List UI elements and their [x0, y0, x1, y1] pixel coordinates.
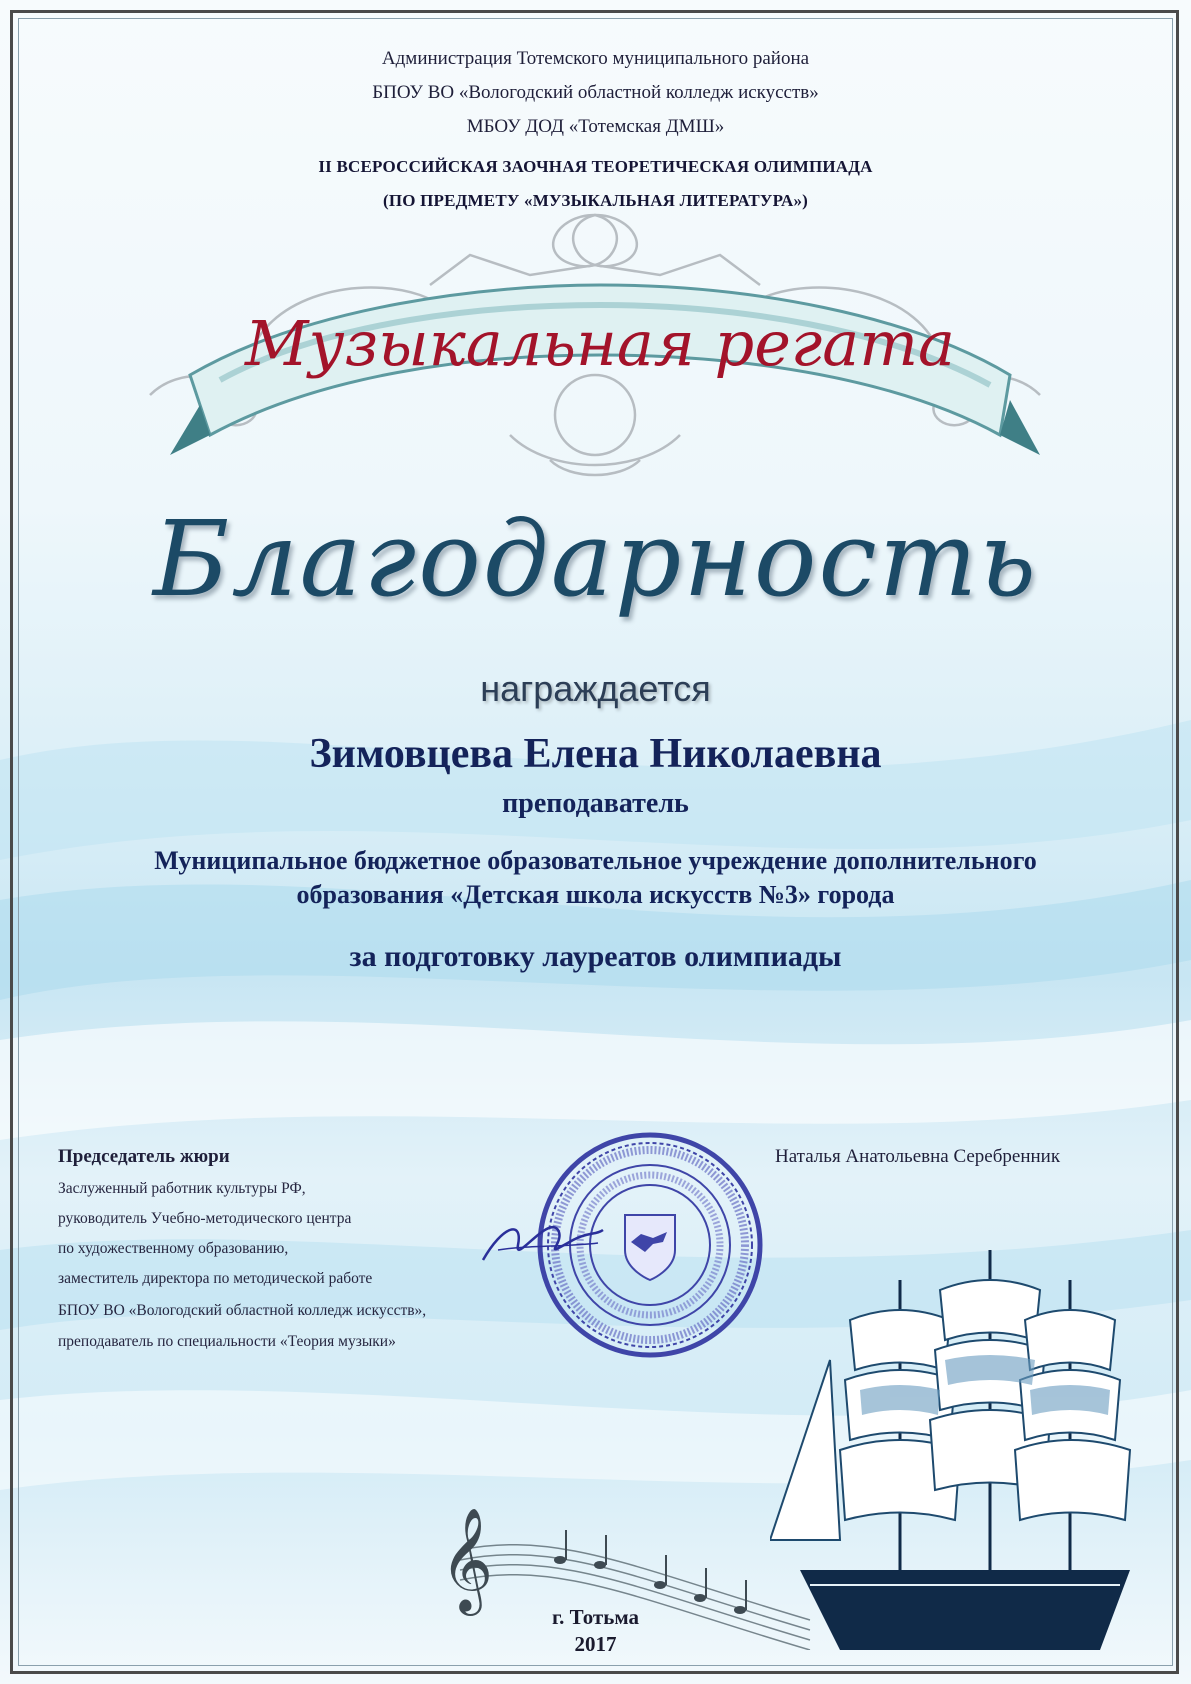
city: г. Тотьма [551, 1605, 640, 1629]
jury-line: заместитель директора по методической работе [58, 1270, 373, 1287]
header-college: БПОУ ВО «Вологодский областной колледж искусств» [372, 82, 819, 103]
recipient-name: Зимовцева Елена Николаевна [309, 731, 882, 777]
signer-name: Наталья Анатольевна Серебренник [775, 1146, 1061, 1167]
year: 2017 [574, 1632, 617, 1656]
header-subject: (ПО ПРЕДМЕТУ «МУЗЫКАЛЬНАЯ ЛИТЕРАТУРА») [382, 191, 809, 210]
jury-line: преподаватель по специальности «Теория музыки» [58, 1333, 396, 1350]
jury-line: по художественному образованию, [58, 1240, 289, 1257]
header-administration: Администрация Тотемского муниципального района [381, 48, 810, 69]
recipient-position: преподаватель [502, 788, 689, 819]
institution-line-1: Муниципальное бюджетное образовательное учреждение дополнительного [154, 846, 1037, 875]
jury-line: Заслуженный работник культуры РФ, [58, 1180, 306, 1197]
ribbon-title: Музыкальная регата [245, 307, 955, 380]
header-olympiad: II ВСЕРОССИЙСКАЯ ЗАОЧНАЯ ТЕОРЕТИЧЕСКАЯ ОЛИМПИАДА [318, 157, 873, 176]
signature [478, 1205, 608, 1275]
certificate-title: Благодарность [153, 498, 1038, 620]
jury-line: руководитель Учебно-методического центра [58, 1210, 352, 1227]
award-reason: за подготовку лауреатов олимпиады [349, 940, 842, 973]
jury-line: БПОУ ВО «Вологодский областной колледж искусств», [58, 1302, 427, 1319]
jury-title: Председатель жюри [58, 1146, 230, 1167]
awarded-label: награждается [480, 668, 711, 709]
header-school: МБОУ ДОД «Тотемская ДМШ» [466, 116, 725, 137]
ribbon-banner [130, 205, 1060, 505]
treble-clef-icon: 𝄞 [440, 1507, 494, 1612]
institution-line-2: образования «Детская школа искусств №3» города [296, 880, 895, 909]
